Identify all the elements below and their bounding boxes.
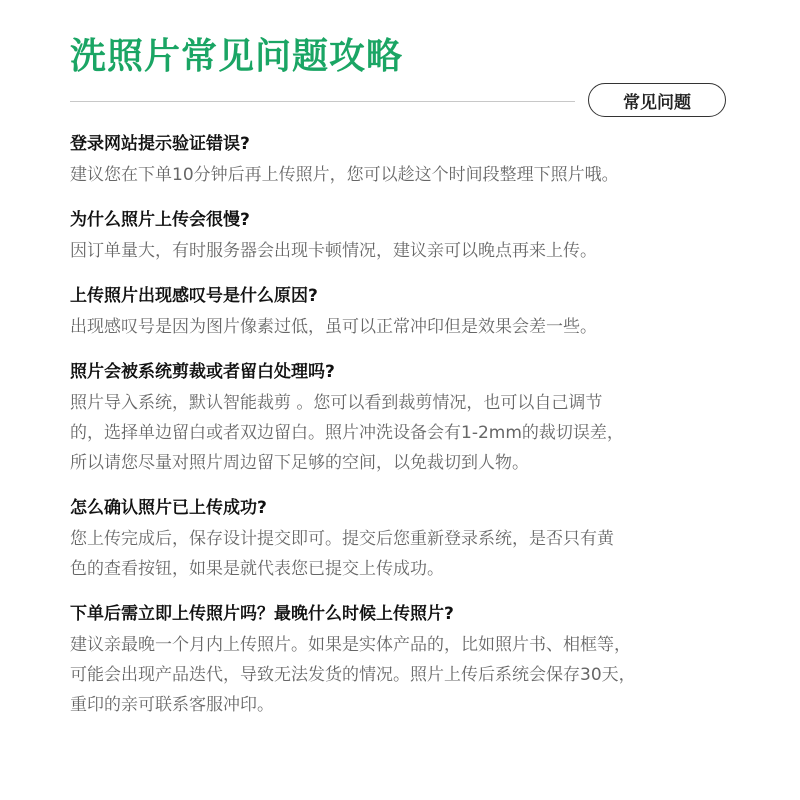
faq-answer-line: 色的查看按钮，如果是就代表您已提交上传成功。 xyxy=(70,559,444,579)
faq-list xyxy=(70,128,740,734)
faq-question: 怎么确认照片已上传成功? xyxy=(70,498,267,518)
faq-answer-line: 建议您在下单10分钟后再上传照片，您可以趁这个时间段整理下照片哦。 xyxy=(70,165,619,185)
faq-answer-line: 因订单量大，有时服务器会出现卡顿情况，建议亲可以晚点再来上传。 xyxy=(70,241,597,261)
faq-question: 登录网站提示验证错误? xyxy=(70,134,250,154)
faq-item xyxy=(70,280,740,342)
faq-item xyxy=(70,204,740,266)
faq-question: 为什么照片上传会很慢? xyxy=(70,210,250,230)
faq-answer xyxy=(70,312,740,342)
faq-answer xyxy=(70,630,740,720)
faq-question: 上传照片出现感叹号是什么原因? xyxy=(70,286,318,306)
faq-answer xyxy=(70,388,740,478)
faq-question: 下单后需立即上传照片吗？最晚什么时候上传照片? xyxy=(70,604,454,624)
faq-item xyxy=(70,128,740,190)
faq-answer-line: 可能会出现产品迭代，导致无法发货的情况。照片上传后系统会保存30天， xyxy=(70,665,636,685)
faq-answer-line: 所以请您尽量对照片周边留下足够的空间，以免裁切到人物。 xyxy=(70,453,529,473)
faq-answer xyxy=(70,236,740,266)
faq-answer xyxy=(70,160,740,190)
faq-answer-line: 的，选择单边留白或者双边留白。照片冲洗设备会有1-2mm的裁切误差， xyxy=(70,423,624,443)
faq-answer-line: 重印的亲可联系客服冲印。 xyxy=(70,695,274,715)
page-title: 洗照片常见问题攻略 xyxy=(70,36,404,77)
faq-answer xyxy=(70,524,740,584)
faq-tag-button[interactable]: 常见问题 xyxy=(588,83,726,117)
divider xyxy=(70,101,575,102)
faq-item xyxy=(70,492,740,584)
faq-answer-line: 建议亲最晚一个月内上传照片。如果是实体产品的，比如照片书、相框等， xyxy=(70,635,631,655)
faq-answer-line: 您上传完成后，保存设计提交即可。提交后您重新登录系统，是否只有黄 xyxy=(70,529,614,549)
faq-item xyxy=(70,356,740,478)
faq-answer-line: 出现感叹号是因为图片像素过低，虽可以正常冲印但是效果会差一些。 xyxy=(70,317,597,337)
faq-item xyxy=(70,598,740,720)
faq-question: 照片会被系统剪裁或者留白处理吗? xyxy=(70,362,335,382)
faq-answer-line: 照片导入系统，默认智能裁剪 。您可以看到裁剪情况，也可以自己调节 xyxy=(70,393,603,413)
